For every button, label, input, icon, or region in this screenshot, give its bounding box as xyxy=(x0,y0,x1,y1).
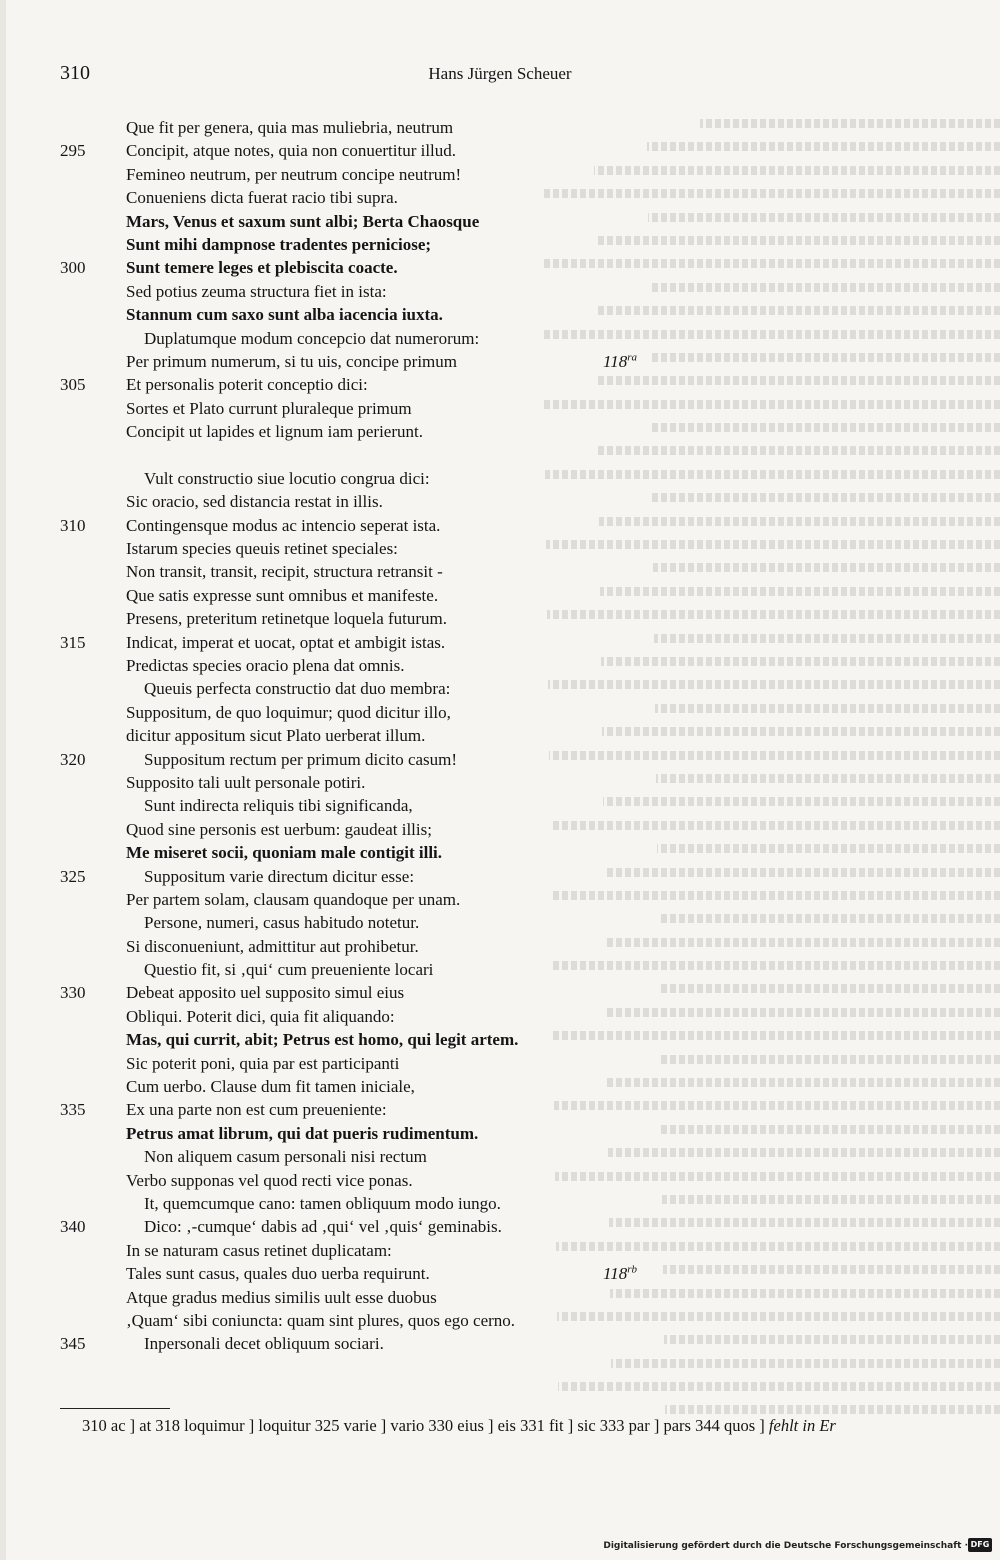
verse-text: Ex una parte non est cum preueniente: xyxy=(126,1100,387,1120)
verse-text: Cum uerbo. Clause dum fit tamen iniciale, xyxy=(126,1077,415,1097)
line-number: 335 xyxy=(60,1100,86,1120)
verse-text: dicitur appositum sicut Plato uerberat illum. xyxy=(126,726,426,746)
verse-text: Questio fit, si ‚qui‘ cum preueniente locari xyxy=(144,960,434,980)
verse-line xyxy=(60,888,680,911)
verse-text: Non transit, transit, recipit, structura retransit - xyxy=(126,562,443,582)
verse-line xyxy=(60,420,680,443)
footnote-rule xyxy=(60,1408,170,1409)
verse-text: Suppositum rectum per primum dicito casum! xyxy=(144,749,458,769)
verse-text: Stannum cum saxo sunt alba iacencia iuxta. xyxy=(126,305,443,325)
folio-marker: $118^{ra}$ xyxy=(603,351,638,371)
verse-text: Quod sine personis est uerbum: gaudeat illis; xyxy=(126,819,432,839)
verse-line xyxy=(60,1239,680,1262)
verse-text: Duplatumque modum concepcio dat numerorum: xyxy=(144,328,480,348)
verse-line xyxy=(60,327,680,350)
line-number: 315 xyxy=(60,632,86,652)
verse-text: Mars, Venus et saxum sunt albi; Berta Chaosque xyxy=(126,211,480,231)
verse-line xyxy=(60,748,680,771)
verse-line xyxy=(60,958,680,981)
verse-text: Sunt mihi dampnose tradentes perniciose; xyxy=(126,234,432,254)
line-number: 305 xyxy=(60,375,86,395)
folio-marker: $118^{rb}$ xyxy=(603,1263,638,1284)
verse-line xyxy=(60,1169,680,1192)
verse-text: Atque gradus medius similis uult esse duobus xyxy=(126,1287,437,1307)
digitization-credit: Digitalisierung gefördert durch die Deutsche Forschungsgemeinschaft · xyxy=(603,1541,968,1551)
dfg-logo-icon: DFG xyxy=(968,1538,992,1552)
verse-line xyxy=(60,467,680,490)
verse-text: Supposito tali uult personale potiri. xyxy=(126,772,366,792)
apparatus-note: fehlt in Er xyxy=(768,1416,836,1435)
verse-line xyxy=(60,771,680,794)
verse-line xyxy=(60,935,680,958)
verse-line xyxy=(60,584,680,607)
line-number: 310 xyxy=(60,515,86,535)
verse-line xyxy=(60,397,680,420)
verse-block xyxy=(60,116,680,1356)
verse-text: Per primum numerum, si tu uis, concipe primum xyxy=(126,351,457,371)
verse-line xyxy=(60,607,680,630)
line-number: 295 xyxy=(60,141,86,161)
verse-line xyxy=(60,1005,680,1028)
verse-text: Istarum species queuis retinet speciales: xyxy=(126,539,398,559)
verse-line xyxy=(60,1052,680,1075)
verse-line xyxy=(60,1262,680,1285)
verse-line xyxy=(60,631,680,654)
verse-line xyxy=(60,256,680,279)
verse-text: Non aliquem casum personali nisi rectum xyxy=(144,1147,427,1167)
line-number: 320 xyxy=(60,749,86,769)
verse-line xyxy=(60,210,680,233)
verse-line xyxy=(60,350,680,373)
verse-text: Suppositum, de quo loquimur; quod dicitur illo, xyxy=(126,702,451,722)
apparatus-entries: 310 ac ] at 318 loquimur ] loquitur 325 varie ] vario 330 eius ] eis 331 fit ] sic 333 par ] pars 344 quos ] xyxy=(82,1416,765,1435)
verse-text: Verbo supponas vel quod recti vice ponas. xyxy=(126,1170,413,1190)
page-number: 310 xyxy=(60,62,90,84)
verse-line xyxy=(60,303,680,326)
verse-text: Sunt temere leges et plebiscita coacte. xyxy=(126,258,398,278)
verse-line xyxy=(60,841,680,864)
verse-line xyxy=(60,116,680,139)
verse-text: Femineo neutrum, per neutrum concipe neutrum! xyxy=(126,164,462,184)
verse-text: Mas, qui currit, abit; Petrus est homo, qui legit artem. xyxy=(126,1030,519,1050)
verse-text: Inpersonali decet obliquum sociari. xyxy=(144,1334,384,1354)
verse-text: Vult constructio siue locutio congrua dici: xyxy=(144,468,430,488)
verse-text: Sortes et Plato currunt pluraleque primum xyxy=(126,398,412,418)
verse-line xyxy=(60,911,680,934)
verse-line xyxy=(60,1215,680,1238)
verse-line xyxy=(60,537,680,560)
verse-text: Contingensque modus ac intencio seperat ista. xyxy=(126,515,441,535)
running-head: Hans Jürgen Scheuer xyxy=(428,64,572,83)
verse-line xyxy=(60,560,680,583)
verse-line xyxy=(60,186,680,209)
verse-text: Concipit ut lapides et lignum iam perierunt. xyxy=(126,422,423,442)
line-number: 340 xyxy=(60,1217,86,1237)
verse-line xyxy=(60,865,680,888)
verse-line xyxy=(60,818,680,841)
verse-line xyxy=(60,280,680,303)
verse-text: Persone, numeri, casus habitudo notetur. xyxy=(144,913,420,933)
verse-text: Conueniens dicta fuerat racio tibi supra. xyxy=(126,188,398,208)
verse-text: Tales sunt casus, quales duo uerba requirunt. xyxy=(126,1264,430,1284)
verse-text: It, quemcumque cano: tamen obliquum modo iungo. xyxy=(144,1193,501,1213)
verse-text: Debeat apposito uel supposito simul eius xyxy=(126,983,405,1003)
page-edge xyxy=(0,0,6,1560)
verse-text: Per partem solam, clausam quandoque per unam. xyxy=(126,889,461,909)
verse-text: In se naturam casus retinet duplicatam: xyxy=(126,1240,392,1260)
verse-text: Predictas species oracio plena dat omnis. xyxy=(126,655,405,675)
line-number: 330 xyxy=(60,983,86,1003)
verse-text: Sunt indirecta reliquis tibi significanda, xyxy=(144,796,413,816)
verse-line xyxy=(60,981,680,1004)
verse-line xyxy=(60,1122,680,1145)
verse-text: Que fit per genera, quia mas muliebria, neutrum xyxy=(126,118,454,137)
verse-text: Me miseret socii, quoniam male contigit illi. xyxy=(126,843,443,863)
verse-text: Sic poterit poni, quia par est participanti xyxy=(126,1053,400,1073)
verse-line xyxy=(60,1332,680,1355)
verse-line xyxy=(60,139,680,162)
verse-line xyxy=(60,490,680,513)
verse-text: Que satis expresse sunt omnibus et manifeste. xyxy=(126,585,439,605)
verse-line xyxy=(60,1145,680,1168)
verse-line xyxy=(60,794,680,817)
line-number: 300 xyxy=(60,258,86,278)
verse-line xyxy=(60,233,680,256)
critical-apparatus xyxy=(82,1416,982,1436)
verse-text: Sic oracio, sed distancia restat in illis. xyxy=(126,492,383,512)
verse-text: Sed potius zeuma structura fiet in ista: xyxy=(126,281,387,301)
verse-line xyxy=(60,654,680,677)
verse-line xyxy=(60,1075,680,1098)
verse-text: Queuis perfecta constructio dat duo membra: xyxy=(144,679,451,699)
verse-text: Et personalis poterit conceptio dici: xyxy=(126,375,368,395)
verse-line xyxy=(60,677,680,700)
verse-line xyxy=(60,701,680,724)
verse-text: Obliqui. Poterit dici, quia fit aliquando: xyxy=(126,1006,395,1026)
verse-line xyxy=(60,1286,680,1309)
verse-text: Concipit, atque notes, quia non conuertitur illud. xyxy=(126,141,457,161)
verse-line xyxy=(60,724,680,747)
verse-line xyxy=(60,373,680,396)
verse-text: Suppositum varie directum dicitur esse: xyxy=(144,866,415,886)
verse-text: Presens, preteritum retinetque loquela futurum. xyxy=(126,609,448,629)
verse-text: Dico: ‚-cumque‘ dabis ad ‚qui‘ vel ‚quis‘ geminabis. xyxy=(144,1217,502,1237)
verse-line xyxy=(60,163,680,186)
verse-text: Indicat, imperat et uocat, optat et ambigit istas. xyxy=(126,632,446,652)
verse-text: Si disconueniunt, admittitur aut prohibetur. xyxy=(126,936,419,956)
verse-text: Petrus amat librum, qui dat pueris rudimentum. xyxy=(126,1123,479,1143)
verse-line xyxy=(60,1309,680,1332)
verse-line xyxy=(60,1192,680,1215)
line-number: 345 xyxy=(60,1334,86,1354)
line-number: 325 xyxy=(60,866,86,886)
verse-line xyxy=(60,1098,680,1121)
verse-line xyxy=(60,514,680,537)
verse-text: ‚Quam‘ sibi coniuncta: quam sint plures, quos ego cerno. xyxy=(126,1310,516,1330)
verse-line xyxy=(60,1028,680,1051)
